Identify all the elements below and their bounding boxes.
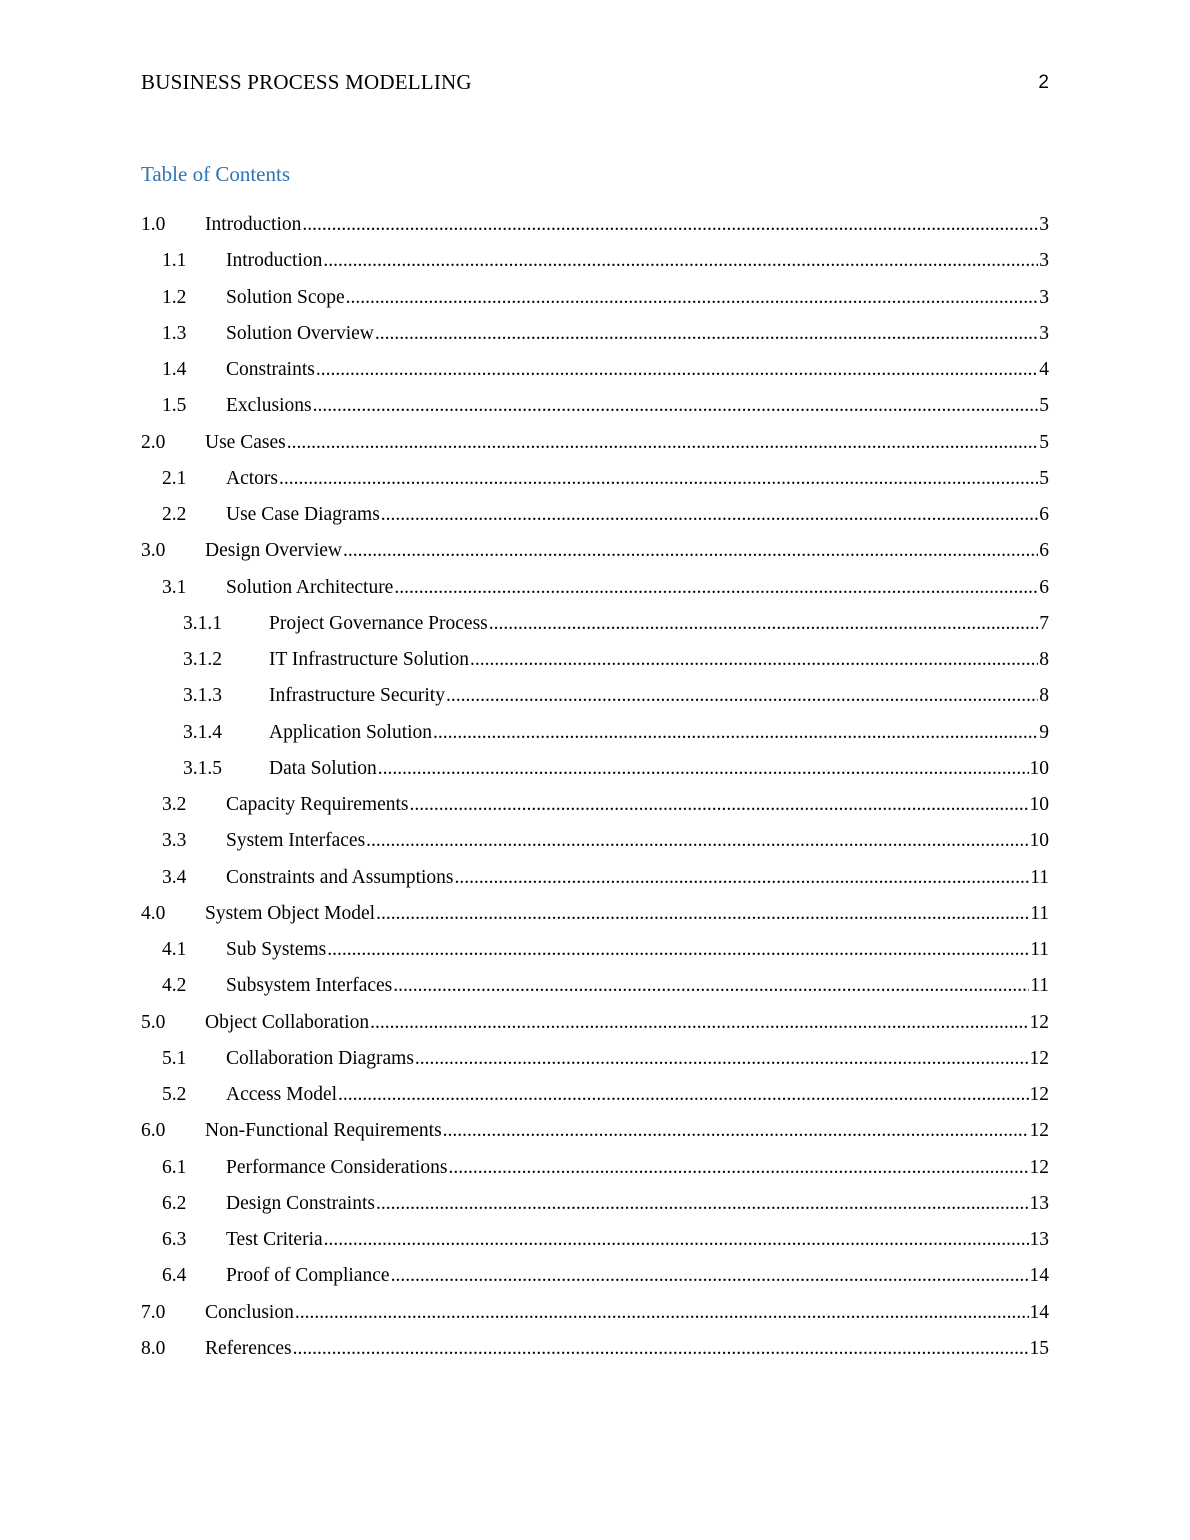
toc-entry[interactable] (141, 391, 1049, 427)
toc-entry-number: 4.1 (162, 939, 187, 960)
toc-entry-number: 4.2 (162, 975, 187, 997)
toc-entry-number: 3.4 (162, 866, 187, 888)
toc-entry-title[interactable]: Project Governance Process (269, 612, 488, 634)
toc-dot-leader (302, 210, 1038, 240)
toc-dot-leader (376, 899, 1029, 929)
toc-dot-leader (316, 355, 1038, 385)
toc-entry-page[interactable]: 4 (1039, 359, 1049, 380)
toc-dot-leader (376, 1189, 1029, 1219)
toc-entry[interactable] (141, 283, 1049, 319)
toc-entry-page[interactable]: 7 (1039, 612, 1049, 634)
toc-entry[interactable] (141, 609, 1049, 645)
toc-entry-title[interactable]: Introduction (205, 214, 302, 235)
toc-entry-title[interactable]: Constraints (226, 359, 315, 380)
toc-entry-number: 1.2 (162, 286, 187, 308)
toc-entry-page[interactable]: 12 (1029, 1120, 1049, 1142)
toc-dot-leader (393, 971, 1029, 1001)
toc-entry[interactable] (141, 826, 1049, 862)
toc-entry[interactable] (141, 1116, 1049, 1152)
toc-entry-number: 1.4 (162, 359, 187, 380)
toc-entry-number: 2.2 (162, 504, 187, 525)
toc-entry[interactable] (141, 1334, 1049, 1370)
toc-entry-page[interactable]: 3 (1039, 250, 1049, 272)
toc-entry-number: 6.0 (141, 1120, 166, 1142)
toc-entry-title[interactable]: Use Case Diagrams (226, 504, 380, 525)
toc-entry-title[interactable]: Design Constraints (226, 1192, 375, 1214)
toc-entry-page[interactable]: 12 (1029, 1084, 1049, 1105)
toc-dot-leader (455, 863, 1030, 893)
toc-entry-page[interactable]: 11 (1030, 902, 1049, 924)
toc-dot-leader (366, 826, 1028, 856)
toc-entry-title[interactable]: Design Overview (205, 540, 343, 562)
toc-entry-page[interactable]: 3 (1039, 286, 1049, 308)
toc-entry-page[interactable]: 13 (1029, 1192, 1049, 1214)
toc-entry[interactable] (141, 1080, 1049, 1116)
toc-dot-leader (446, 681, 1038, 711)
toc-entry-title[interactable]: Conclusion (205, 1301, 294, 1323)
toc-dot-leader (489, 609, 1038, 639)
toc-entry-number: 4.0 (141, 902, 166, 924)
toc-entry[interactable] (141, 645, 1049, 681)
toc-entry-title[interactable]: Use Cases (205, 431, 286, 453)
toc-entry-title[interactable]: Solution Scope (226, 286, 345, 308)
toc-entry-title[interactable]: Constraints and Assumptions (226, 866, 454, 888)
toc-entry-number: 3.2 (162, 794, 187, 815)
toc-entry[interactable] (141, 246, 1049, 282)
toc-entry[interactable] (141, 863, 1049, 899)
toc-entry-title[interactable]: Data Solution (269, 757, 377, 779)
toc-entry-number: 6.1 (162, 1156, 187, 1178)
toc-entry-page[interactable]: 8 (1039, 685, 1049, 707)
toc-dot-leader (324, 1225, 1029, 1255)
toc-entry-title[interactable]: Object Collaboration (205, 1011, 370, 1033)
toc-entry-page[interactable]: 3 (1039, 322, 1049, 344)
toc-entry-page[interactable]: 10 (1029, 794, 1049, 815)
toc-entry[interactable] (141, 1225, 1049, 1261)
toc-entry-number: 8.0 (141, 1337, 166, 1359)
toc-entry-number: 5.2 (162, 1084, 187, 1105)
toc-entry-page[interactable]: 5 (1039, 431, 1049, 453)
toc-entry-number: 3.1.4 (183, 721, 222, 743)
toc-entry-number: 1.5 (162, 395, 187, 417)
toc-entry-page[interactable]: 11 (1030, 866, 1049, 888)
toc-entry-title[interactable]: Non-Functional Requirements (205, 1120, 442, 1142)
toc-entry[interactable] (141, 1044, 1049, 1080)
toc-entry[interactable] (141, 1298, 1049, 1334)
toc-entry-page[interactable]: 10 (1029, 830, 1049, 852)
toc-dot-leader (313, 391, 1039, 421)
toc-entry-page[interactable]: 5 (1039, 395, 1049, 417)
toc-entry[interactable] (141, 935, 1049, 971)
toc-entry-number: 2.0 (141, 431, 166, 453)
toc-entry[interactable] (141, 971, 1049, 1007)
toc-entry-title[interactable]: Proof of Compliance (226, 1265, 390, 1287)
running-head: BUSINESS PROCESS MODELLING (141, 70, 472, 94)
toc-entry[interactable] (141, 899, 1049, 935)
toc-entry-title[interactable]: IT Infrastructure Solution (269, 649, 470, 670)
toc-entry-title[interactable]: Access Model (226, 1084, 338, 1105)
toc-entry-title[interactable]: Application Solution (269, 721, 433, 743)
toc-dot-leader (287, 428, 1039, 458)
toc-entry-title[interactable]: Introduction (226, 250, 323, 272)
toc-entry[interactable] (141, 1008, 1049, 1044)
toc-entry[interactable] (141, 573, 1049, 609)
toc-dot-leader (327, 935, 1029, 965)
toc-entry-page[interactable]: 11 (1030, 975, 1049, 997)
toc-entry[interactable] (141, 1153, 1049, 1189)
toc-entry[interactable] (141, 428, 1049, 464)
toc-entry-title[interactable]: Collaboration Diagrams (226, 1047, 414, 1069)
toc-entry[interactable] (141, 790, 1049, 826)
toc-entry-page[interactable]: 12 (1029, 1156, 1049, 1178)
toc-entry-title[interactable]: Solution Architecture (226, 576, 394, 598)
table-of-contents (141, 210, 1049, 1370)
toc-dot-leader (394, 573, 1038, 603)
toc-dot-leader (470, 645, 1038, 675)
toc-entry-title[interactable]: Exclusions (226, 395, 312, 417)
toc-entry-number: 6.2 (162, 1192, 187, 1214)
toc-entry-page[interactable]: 12 (1029, 1011, 1049, 1033)
toc-entry-page[interactable]: 5 (1039, 467, 1049, 489)
toc-entry[interactable] (141, 1261, 1049, 1297)
toc-dot-leader (323, 246, 1038, 276)
toc-dot-leader (378, 754, 1029, 784)
toc-entry-title[interactable]: System Interfaces (226, 830, 366, 852)
toc-entry[interactable] (141, 718, 1049, 754)
toc-entry-page[interactable]: 14 (1029, 1265, 1049, 1287)
toc-entry-page[interactable]: 6 (1039, 504, 1049, 525)
toc-entry-number: 5.1 (162, 1047, 187, 1069)
toc-entry-number: 2.1 (162, 467, 187, 489)
toc-entry-number: 5.0 (141, 1011, 166, 1033)
toc-heading: Table of Contents (141, 162, 290, 186)
toc-dot-leader (415, 1044, 1029, 1074)
toc-entry-title[interactable]: Subsystem Interfaces (226, 975, 393, 997)
toc-entry[interactable] (141, 464, 1049, 500)
toc-entry-number: 6.4 (162, 1265, 187, 1287)
toc-entry-title[interactable]: Test Criteria (226, 1229, 323, 1250)
toc-entry-page[interactable]: 8 (1039, 649, 1049, 670)
toc-entry-page[interactable]: 13 (1029, 1229, 1049, 1250)
toc-dot-leader (279, 464, 1038, 494)
toc-entry-number: 3.0 (141, 540, 166, 562)
toc-entry-title[interactable]: Performance Considerations (226, 1156, 448, 1178)
toc-dot-leader (375, 319, 1038, 349)
toc-entry-number: 3.1.5 (183, 757, 222, 779)
toc-dot-leader (295, 1298, 1029, 1328)
toc-entry-page[interactable]: 9 (1039, 721, 1049, 743)
toc-entry-title[interactable]: References (205, 1337, 292, 1359)
toc-dot-leader (443, 1116, 1029, 1146)
toc-dot-leader (391, 1261, 1029, 1291)
toc-dot-leader (410, 790, 1029, 820)
toc-entry[interactable] (141, 536, 1049, 572)
toc-entry-title[interactable]: System Object Model (205, 902, 376, 924)
toc-entry-page[interactable]: 11 (1030, 939, 1049, 960)
toc-entry[interactable] (141, 319, 1049, 355)
toc-entry-page[interactable]: 6 (1039, 540, 1049, 562)
toc-entry-title[interactable]: Infrastructure Security (269, 685, 445, 707)
toc-entry-page[interactable]: 6 (1039, 576, 1049, 598)
toc-entry-number: 3.1 (162, 576, 187, 598)
toc-dot-leader (448, 1153, 1028, 1183)
toc-entry-number: 1.0 (141, 214, 166, 235)
toc-dot-leader (293, 1334, 1029, 1364)
toc-dot-leader (370, 1008, 1028, 1038)
toc-entry[interactable] (141, 1189, 1049, 1225)
toc-entry-title[interactable]: Actors (226, 467, 278, 489)
toc-entry-title[interactable]: Sub Systems (226, 939, 327, 960)
toc-entry-number: 6.3 (162, 1229, 187, 1250)
toc-entry-page[interactable]: 15 (1029, 1337, 1049, 1359)
toc-dot-leader (433, 718, 1038, 748)
page-number: 2 (1038, 72, 1049, 93)
toc-dot-leader (343, 536, 1038, 566)
toc-entry[interactable] (141, 500, 1049, 536)
toc-entry[interactable] (141, 681, 1049, 717)
toc-entry-number: 1.3 (162, 322, 187, 344)
toc-entry-title[interactable]: Capacity Requirements (226, 794, 409, 815)
toc-entry[interactable] (141, 355, 1049, 391)
toc-entry-page[interactable]: 12 (1029, 1047, 1049, 1069)
toc-entry-page[interactable]: 14 (1029, 1301, 1049, 1323)
toc-entry-title[interactable]: Solution Overview (226, 322, 374, 344)
toc-entry[interactable] (141, 210, 1049, 246)
toc-entry[interactable] (141, 754, 1049, 790)
toc-dot-leader (338, 1080, 1028, 1110)
toc-entry-number: 3.1.2 (183, 649, 222, 670)
toc-entry-number: 3.1.3 (183, 685, 222, 707)
toc-entry-number: 3.1.1 (183, 612, 222, 634)
toc-dot-leader (381, 500, 1038, 530)
toc-entry-page[interactable]: 3 (1039, 214, 1049, 235)
toc-entry-number: 7.0 (141, 1301, 166, 1323)
page-header (141, 70, 1049, 98)
toc-entry-number: 1.1 (162, 250, 187, 272)
toc-entry-number: 3.3 (162, 830, 187, 852)
toc-entry-page[interactable]: 10 (1029, 757, 1049, 779)
toc-dot-leader (346, 283, 1039, 313)
